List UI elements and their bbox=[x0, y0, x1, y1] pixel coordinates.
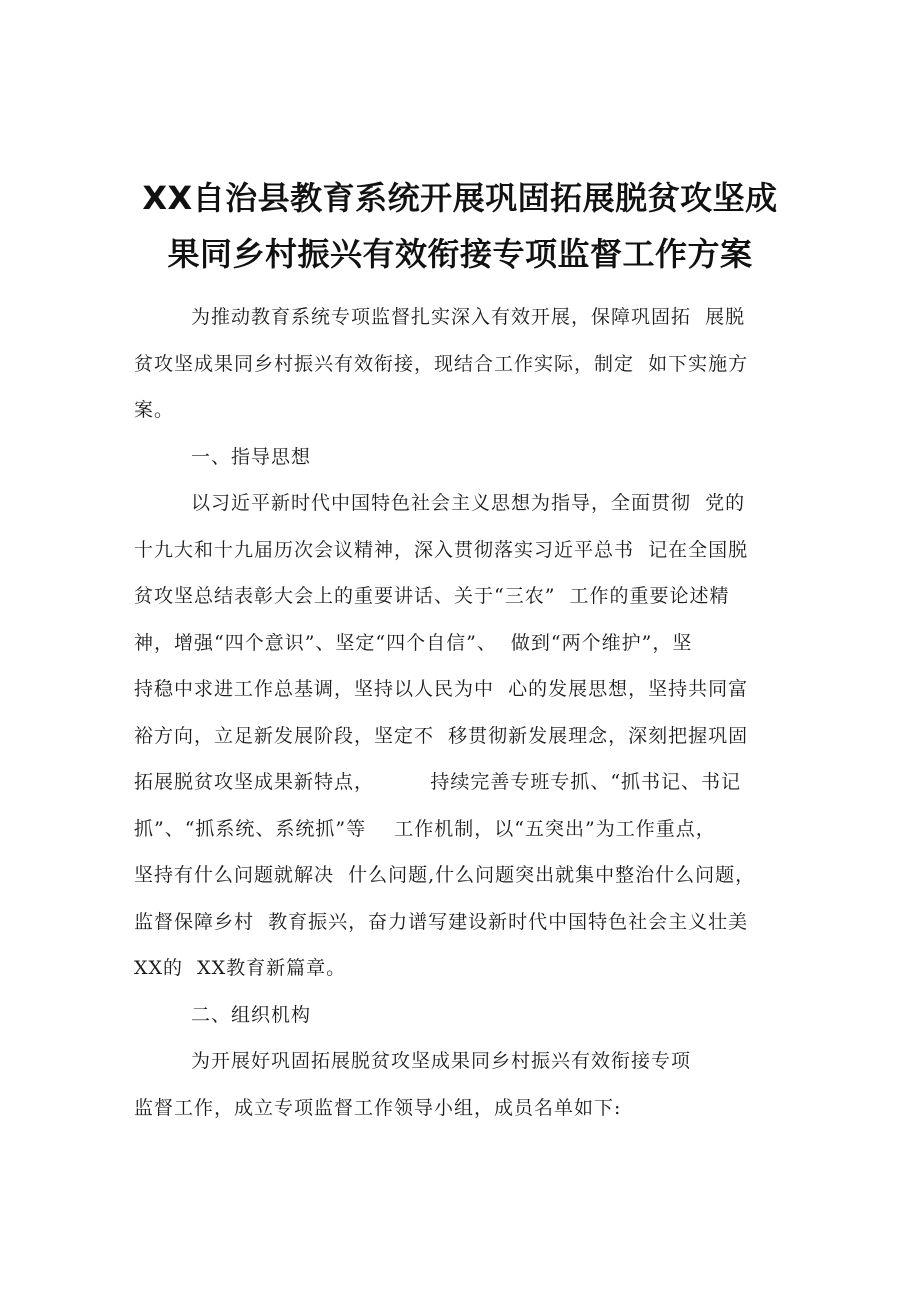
text-line: 案。 bbox=[134, 399, 175, 421]
section-heading-guiding-thought bbox=[134, 434, 794, 481]
text-line: XX的 XX教育新篇章。 bbox=[134, 957, 347, 979]
text-line: 神，增强“四个意识”、坚定“四个自信”、 做到“两个维护”，坚 bbox=[134, 631, 693, 654]
section-heading-organization bbox=[134, 992, 794, 1039]
title-line-2: 果同乡村振兴有效衔接专项监督工作方案 bbox=[167, 235, 753, 273]
section-heading: 一、指导思想 bbox=[191, 445, 312, 468]
organization-paragraph bbox=[134, 1038, 794, 1131]
document-title bbox=[120, 170, 800, 282]
intro-paragraph bbox=[134, 294, 794, 434]
section-heading: 二、组织机构 bbox=[191, 1003, 312, 1026]
text-line: 抓”、“抓系统、系统抓”等 工作机制，以“五突出”为工作重点， bbox=[134, 817, 716, 840]
text-line: 监督工作，成立专项监督工作领导小组，成员名单如下: bbox=[134, 1096, 622, 1119]
text-line: 裕方向，立足新发展阶段，坚定不 移贯彻新发展理念，深刻把握巩固 bbox=[134, 724, 749, 747]
text-line: 持稳中求进工作总基调，坚持以人民为中 心的发展思想，坚持共同富 bbox=[134, 678, 749, 700]
title-line-1: XX自治县教育系统开展巩固拓展脱贫攻坚成 bbox=[142, 179, 778, 217]
text-line: 贫攻坚成果同乡村振兴有效衔接，现结合工作实际，制定 如下实施方 bbox=[134, 352, 749, 375]
text-line: 为推动教育系统专项监督扎实深入有效开展，保障巩固拓 展脱 bbox=[191, 306, 746, 328]
text-line: 以习近平新时代中国特色社会主义思想为指导，全面贯彻 党的 bbox=[191, 492, 746, 514]
text-line: 为开展好巩固拓展脱贫攻坚成果同乡村振兴有效衔接专项 bbox=[191, 1050, 692, 1072]
document-body bbox=[134, 294, 794, 1131]
text-line: 坚持有什么问题就解决 什么问题,什么问题突出就集中整治什么问题， bbox=[134, 864, 756, 886]
text-line: 拓展脱贫攻坚成果新特点， 持续完善专班专抓、“抓书记、书记 bbox=[134, 771, 742, 793]
text-line: 贫攻坚总结表彰大会上的重要讲话、关于“三农” 工作的重要论述精 bbox=[134, 585, 730, 607]
text-line: 十九大和十九届历次会议精神，深入贯彻落实习近平总书 记在全国脱 bbox=[134, 538, 749, 561]
guiding-thought-paragraph bbox=[134, 480, 794, 992]
text-line: 监督保障乡村 教育振兴，奋力谱写建设新时代中国特色社会主义壮美 bbox=[134, 910, 749, 933]
